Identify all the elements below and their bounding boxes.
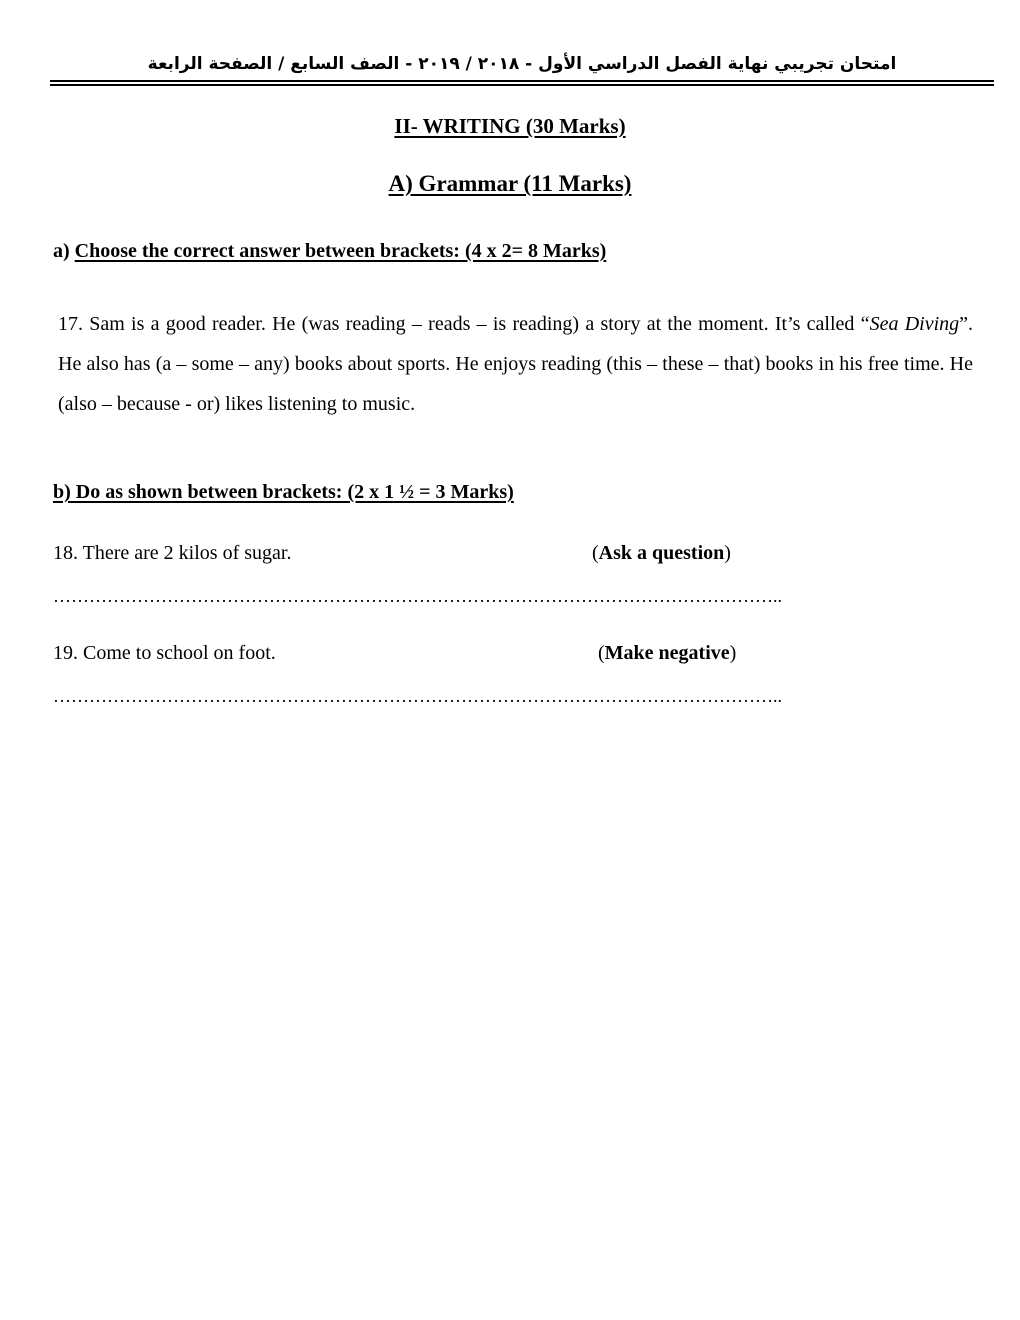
story-title: Sea Diving (869, 313, 960, 335)
task-b-instruction: Do as shown between brackets: (2 x 1 ½ = 3 Marks) (70, 481, 514, 503)
question-19-instruction-text: Make negative (604, 642, 730, 664)
task-a-prefix: a) (53, 240, 70, 262)
passage-part-2: ”. He also has (a – some – any) books about sports. He enjoys reading (this – these – that) books in his free time. He (also – because - or) likes listening to music. (58, 313, 974, 415)
writing-section-title (0, 114, 1020, 139)
task-a-instruction: Choose the correct answer between brackets: (4 x 2= 8 Marks) (74, 240, 607, 262)
close-bracket: ) (724, 542, 731, 564)
question-19-text: 19. Come to school on foot. (53, 642, 276, 664)
open-bracket: ( (592, 542, 599, 564)
question-17-passage (58, 304, 973, 424)
question-18-instruction-text: Ask a question (598, 542, 725, 564)
header-rule-bottom (50, 84, 994, 86)
passage-part-1: 17. Sam is a good reader. He (was reading – reads – is reading) a story at the moment. It’s called “ (58, 313, 870, 335)
question-19-instruction (598, 642, 736, 665)
page-header: امتحان تجريبي نهاية الفصل الدراسي الأول - ٢٠١٨ / ٢٠١٩ - الصف السابع / الصفحة الرابعة (147, 54, 897, 74)
grammar-section-title-text: A) Grammar (11 Marks) (388, 171, 632, 196)
question-19-answer-line[interactable]: ………………………………………………………………………………………………………….. (53, 686, 782, 706)
open-bracket: ( (598, 642, 605, 664)
grammar-section-title (0, 171, 1020, 197)
task-b-prefix: b) (53, 481, 71, 503)
close-bracket: ) (729, 642, 737, 664)
question-18-text: 18. There are 2 kilos of sugar. (53, 542, 292, 564)
question-18-answer-line[interactable]: ………………………………………………………………………………………………………….. (53, 586, 782, 606)
writing-section-title-text: II- WRITING (30 Marks) (394, 114, 626, 138)
header-rule-top (50, 80, 994, 82)
task-a-heading (53, 240, 606, 263)
task-b-heading (53, 481, 514, 504)
question-18-instruction (592, 542, 731, 565)
